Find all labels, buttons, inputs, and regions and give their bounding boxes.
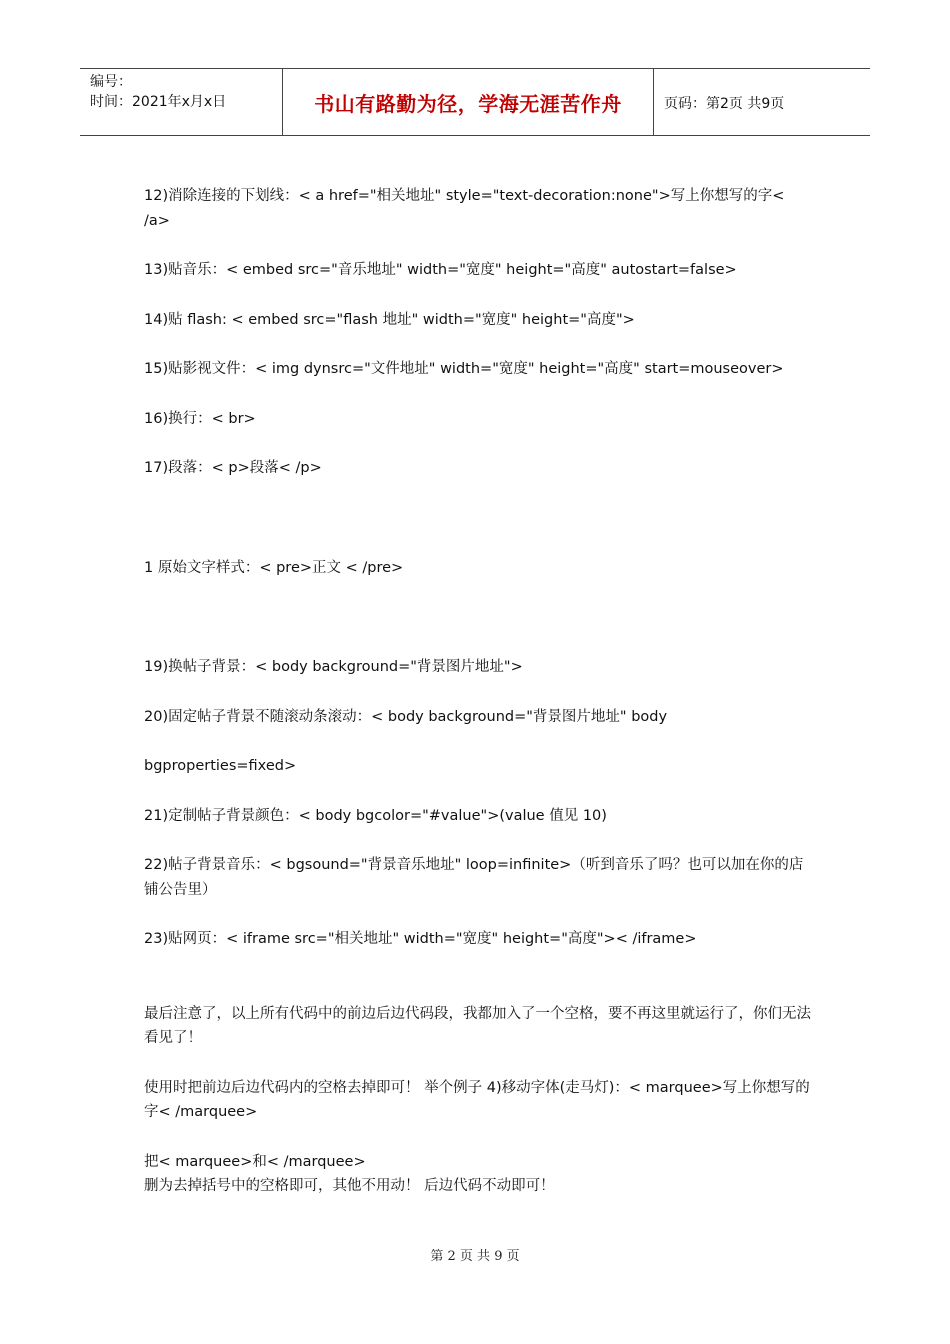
paragraph-item-20-cont: bgproperties=fixed> (144, 758, 297, 774)
page-footer: 第 2 页 共 9 页 (430, 1249, 520, 1264)
header-motto: 书山有路勤为径，学海无涯苦作舟 (282, 69, 654, 135)
page-header (80, 68, 870, 136)
header-page-label: 页码：第2页 共9页 (664, 96, 785, 112)
document-time-label: 时间：2021年x月x日 (90, 94, 227, 110)
paragraph-item-22: 22)帖子背景音乐：< bgsound="背景音乐地址" loop=infinite>（听到音乐了吗？也可以加在你的店铺公告里） (144, 857, 804, 898)
note-paragraph: 最后注意了，以上所有代码中的前边后边代码段，我都加入了一个空格，要不再这里就运行了，你们无法看见了！ (144, 1005, 811, 1046)
paragraph-item-16: 16)换行：< br> (144, 410, 256, 427)
final-instruction: 删为去掉括号中的空格即可，其他不用动！ 后边代码不动即可！ (144, 1178, 555, 1194)
paragraph-item-19: 19)换帖子背景：< body background="背景图片地址"> (144, 659, 523, 675)
header-left-cell (80, 69, 282, 135)
paragraph-item-13: 13)贴音乐：< embed src="音乐地址" width="宽度" height="高度" autostart=false> (144, 262, 737, 278)
document-body (144, 184, 812, 1199)
paragraph-item-20: 20)固定帖子背景不随滚动条滚动：< body background="背景图片地址" body (144, 708, 668, 725)
document-number-label: 编号： (90, 74, 132, 90)
paragraph-item-21: 21)定制帖子背景颜色：< body bgcolor="#value">(value 值见 10) (144, 807, 607, 824)
paragraph-item-15: 15)贴影视文件：< img dynsrc="文件地址" width="宽度" height="高度" start=mouseover> (144, 361, 784, 377)
paragraph-item-17: 17)段落：< p>段落< /p> (144, 460, 322, 476)
paragraph-item-18: 1 原始文字样式：< pre>正文 < /pre> (144, 559, 404, 576)
paragraph-item-14: 14)贴 flash: < embed src="flash 地址" width="宽度" height="高度"> (144, 311, 635, 328)
paragraph-item-23: 23)贴网页：< iframe src="相关地址" width="宽度" height="高度">< /iframe> (144, 931, 697, 947)
example-paragraph: 使用时把前边后边代码内的空格去掉即可！ 举个例子 4)移动字体(走马灯)：< marquee>写上你想写的字< /marquee> (144, 1079, 810, 1120)
paragraph-item-12: 12)消除连接的下划线：< a href="相关地址" style="text-decoration:none">写上你想写的字< /a> (144, 188, 785, 229)
marquee-line: 把< marquee>和< /marquee> (144, 1153, 366, 1170)
